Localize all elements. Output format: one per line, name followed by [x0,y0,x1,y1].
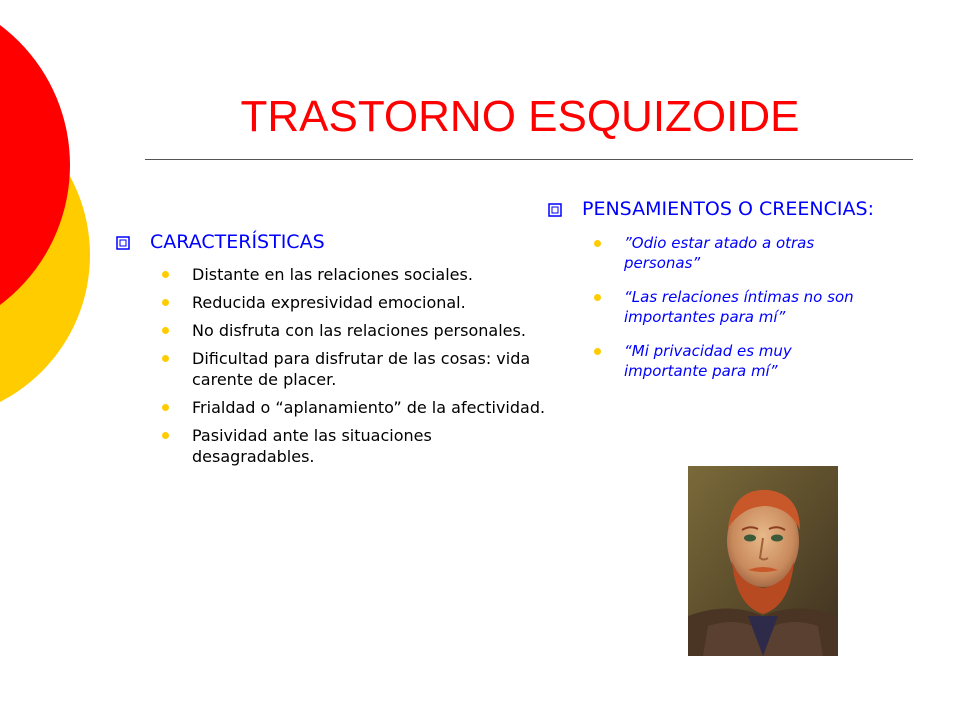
list-item: ”Odio estar atado a otras personas” [594,233,878,273]
list-item: Distante en las relaciones sociales. [162,264,556,285]
list-item: Dificultad para disfrutar de las cosas: vida carente de placer. [162,348,556,390]
square-bullet-icon [548,203,562,217]
characteristics-heading-text: CARACTERÍSTICAS [150,231,325,253]
title-divider [145,159,913,160]
beliefs-heading [548,197,878,221]
beliefs-section [548,197,878,395]
list-item: “Las relaciones íntimas no son importantes para mí” [594,287,878,327]
portrait-painting-icon [688,466,838,656]
dot-bullet-icon [162,327,169,334]
characteristics-section [116,230,556,474]
dot-bullet-icon [162,299,169,306]
characteristics-list [116,264,556,467]
dot-bullet-icon [162,271,169,278]
dot-bullet-icon [162,404,169,411]
dot-bullet-icon [162,355,169,362]
list-item: No disfruta con las relaciones personales. [162,320,556,341]
list-item: Pasividad ante las situaciones desagradables. [162,425,556,467]
list-item: Frialdad o “aplanamiento” de la afectividad. [162,397,556,418]
dot-bullet-icon [594,294,601,301]
dot-bullet-icon [594,348,601,355]
slide-title: TRASTORNO ESQUIZOIDE [240,92,800,141]
beliefs-list [548,233,878,381]
list-item: Reducida expresividad emocional. [162,292,556,313]
dot-bullet-icon [594,240,601,247]
dot-bullet-icon [162,432,169,439]
square-bullet-icon [116,236,130,250]
list-item: “Mi privacidad es muy importante para mí” [594,341,878,381]
beliefs-heading-text: PENSAMIENTOS O CREENCIAS: [582,198,874,220]
characteristics-heading [116,230,556,254]
